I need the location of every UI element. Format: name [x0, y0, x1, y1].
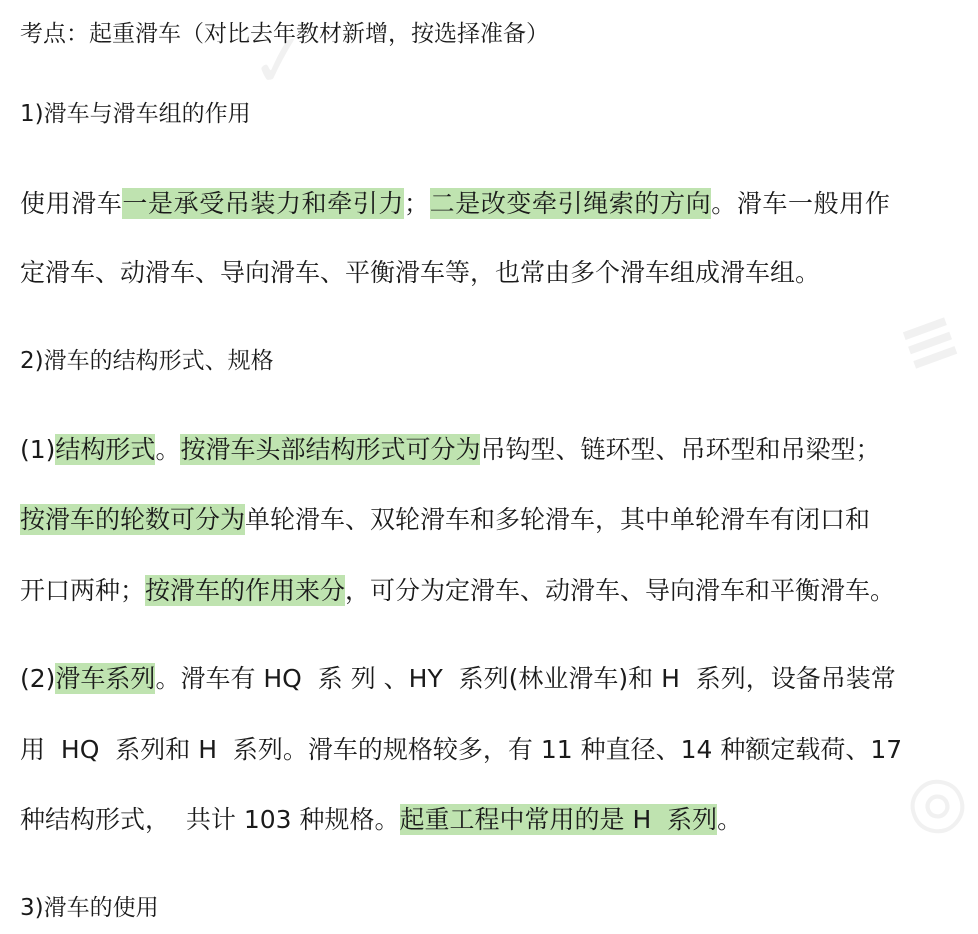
section-3-title: 3)滑车的使用: [20, 895, 159, 921]
highlight-text: 按滑车头部结构形式可分为: [180, 435, 481, 464]
section-2-item-1-line-3: 开口两种；按滑车的作用来分，可分为定滑车、动滑车、导向滑车和平衡滑车。: [20, 576, 896, 605]
watermark-mark: ✓: [244, 16, 315, 106]
section-1-paragraph-line-1: 使用滑车一是承受吊装力和牵引力；二是改变牵引绳索的方向。滑车一般用作: [20, 189, 891, 218]
page-heading: 考点：起重滑车（对比去年教材新增，按选择准备）: [20, 21, 549, 47]
section-2-item-1-line-2: 按滑车的轮数可分为单轮滑车、双轮滑车和多轮滑车，其中单轮滑车有闭口和: [20, 505, 871, 534]
section-2-item-2-line-1: (2)滑车系列。滑车有 HQ 系 列 、HY 系列(林业滑车)和 H 系列，设备吊装常: [20, 664, 896, 693]
highlight-text: 按滑车的作用来分: [145, 576, 346, 605]
section-2-item-2-line-2: 用 HQ 系列和 H 系列。滑车的规格较多，有 11 种直径、14 种额定载荷、17: [20, 735, 903, 764]
watermark-mark: ≡: [887, 292, 971, 390]
highlight-text: 滑车系列: [55, 664, 156, 693]
section-1-title: 1)滑车与滑车组的作用: [20, 101, 251, 127]
watermark-mark: ◎: [892, 752, 978, 850]
highlight-text: 一是承受吊装力和牵引力: [122, 189, 405, 218]
section-2-item-2-line-3: 种结构形式， 共计 103 种规格。起重工程中常用的是 H 系列。: [20, 805, 743, 834]
highlight-text: 起重工程中常用的是 H 系列: [399, 805, 718, 834]
section-2-title: 2)滑车的结构形式、规格: [20, 348, 274, 374]
highlight-text: 二是改变牵引绳索的方向: [429, 189, 712, 218]
section-1-paragraph-line-2: 定滑车、动滑车、导向滑车、平衡滑车等，也常由多个滑车组成滑车组。: [20, 258, 821, 287]
highlight-text: 结构形式: [55, 435, 156, 464]
highlight-text: 按滑车的轮数可分为: [20, 505, 246, 534]
section-2-item-1-line-1: (1)结构形式。按滑车头部结构形式可分为吊钩型、链环型、吊环型和吊梁型；: [20, 435, 881, 464]
